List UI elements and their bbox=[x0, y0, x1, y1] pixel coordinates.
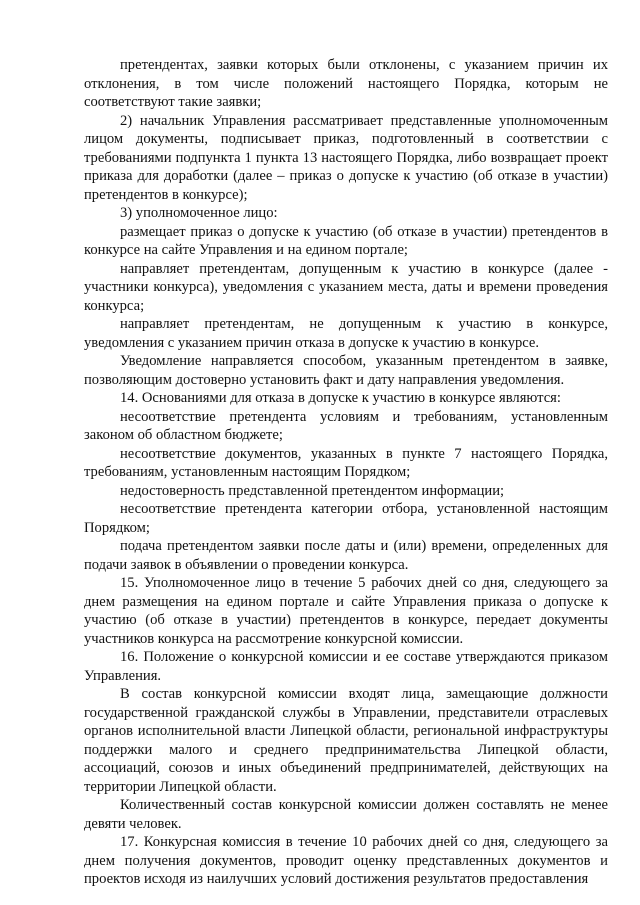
paragraph: недостоверность представленной претендентом информации; bbox=[120, 482, 505, 499]
paragraph: 2) начальник Управления рассматривает представленные уполномоченным лицом документы, подписывает приказ, подготовленный в соответствии с требованиями подпункта 1 пункта 13 настоящего Порядка, либо возвращает проект приказа для доработки (далее – приказ о допуске к участию (об отказе в участии) претендентов в конкурсе); bbox=[84, 112, 608, 203]
paragraph: направляет претендентам, допущенным к участию в конкурсе (далее - участники конкурса), уведомления с указанием места, даты и времени проведения конкурса; bbox=[84, 260, 608, 314]
paragraph: несоответствие претендента условиям и требованиям, установленным законом об областном бюджете; bbox=[84, 408, 608, 443]
paragraph: размещает приказ о допуске к участию (об отказе в участии) претендентов в конкурсе на сайте Управления и на едином портале; bbox=[84, 223, 608, 258]
paragraph: подача претендентом заявки после даты и (или) времени, определенных для подачи заявок в объявлении о проведении конкурса. bbox=[84, 538, 608, 573]
paragraph: претендентах, заявки которых были отклонены, с указанием причин их отклонения, в том числе положений настоящего Порядка, которым не соответствуют такие заявки; bbox=[84, 57, 608, 110]
paragraph: 16. Положение о конкурсной комиссии и ее составе утверждаются приказом Управления. bbox=[84, 649, 608, 684]
paragraph: несоответствие документов, указанных в пункте 7 настоящего Порядка, требованиям, установленным настоящим Порядком; bbox=[84, 445, 608, 480]
paragraph: направляет претендентам, не допущенным к участию в конкурсе, уведомления с указанием причин отказа в допуске к участию в конкурсе. bbox=[84, 316, 608, 351]
paragraph: 17. Конкурсная комиссия в течение 10 рабочих дней со дня, следующего за днем получения документов, проводит оценку представленных документов и проектов исходя из наилучших условий достижения результатов предоставления bbox=[84, 834, 608, 887]
paragraph: 15. Уполномоченное лицо в течение 5 рабочих дней со дня, следующего за днем размещения на едином портале и сайте Управления приказа о допуске к участию (об отказе в участии) претендентов в конкурсе, передает документы участников конкурса на рассмотрение конкурсной комиссии. bbox=[84, 575, 608, 647]
document-body bbox=[84, 56, 608, 889]
paragraph: В состав конкурсной комиссии входят лица, замещающие должности государственной гражданской службы в Управлении, представители отраслевых органов исполнительной власти Липецкой области, региональной инфраструктуры поддержки малого и среднего предпринимательства Липецкой области, ассоциаций, союзов и иных объединений предпринимателей, действующих на территории Липецкой области. bbox=[84, 686, 608, 795]
paragraph: несоответствие претендента категории отбора, установленной настоящим Порядком; bbox=[84, 501, 608, 536]
paragraph: Уведомление направляется способом, указанным претендентом в заявке, позволяющим достоверно установить факт и дату направления уведомления. bbox=[84, 353, 608, 388]
paragraph: 3) уполномоченное лицо: bbox=[120, 205, 278, 221]
paragraph: Количественный состав конкурсной комиссии должен составлять не менее девяти человек. bbox=[84, 797, 608, 832]
paragraph: 14. Основаниями для отказа в допуске к участию в конкурсе являются: bbox=[120, 390, 561, 406]
